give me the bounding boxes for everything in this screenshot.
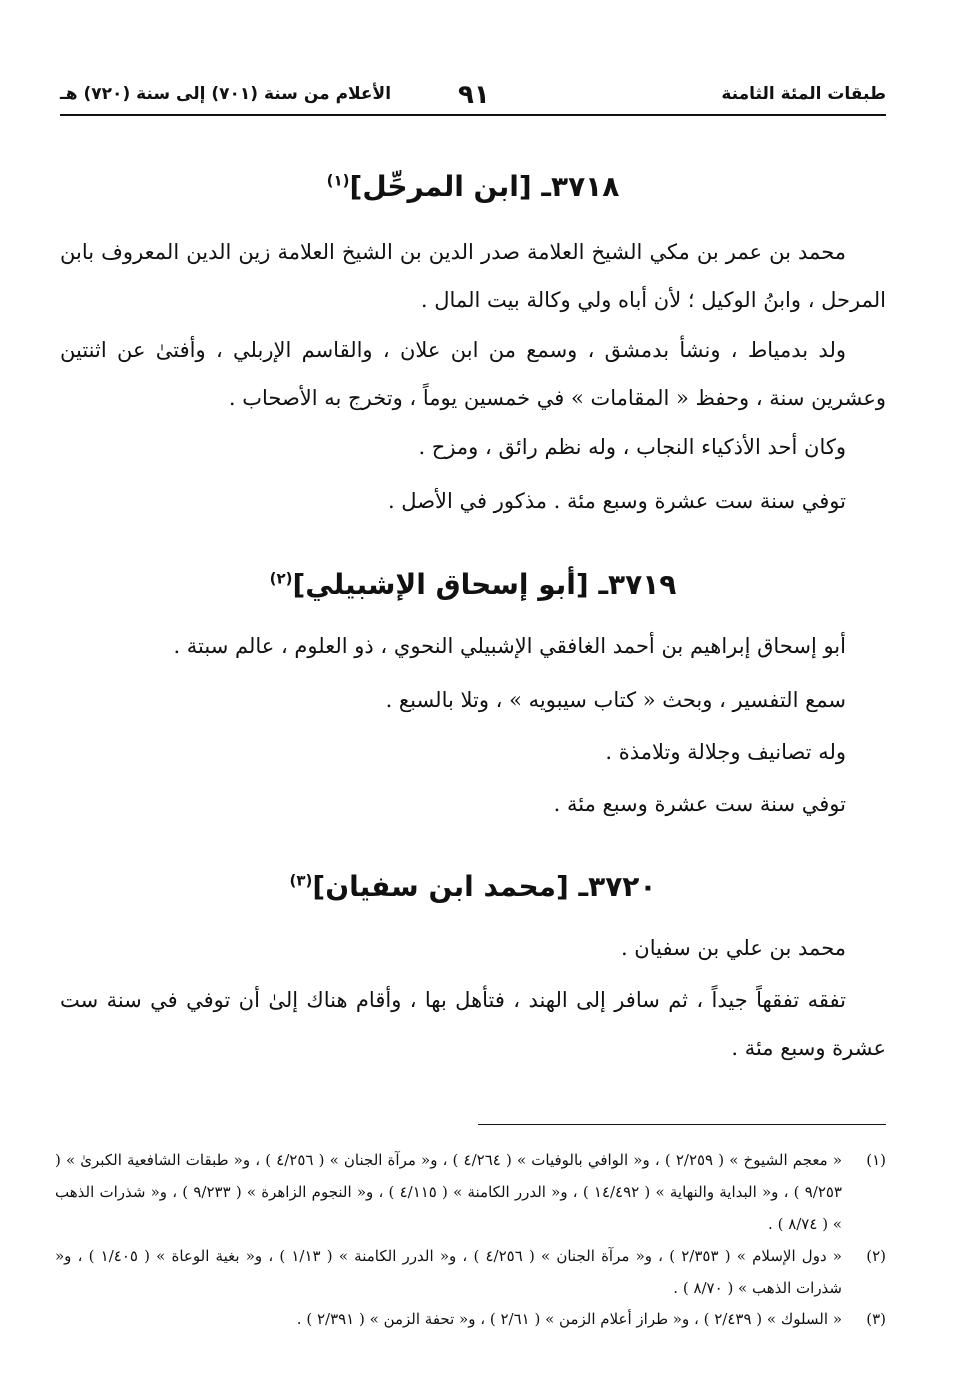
entry-title-text: ٣٧٢٠ـ [محمد ابن سفيان] bbox=[312, 870, 657, 903]
running-header-book-title: طبقات المئة الثامنة bbox=[721, 84, 886, 104]
entry-3718-paragraph-3: وكان أحد الأذكياء النجاب ، وله نظم رائق ، ومزح . bbox=[418, 435, 846, 459]
entry-3719-paragraph-2: سمع التفسير ، وبحث « كتاب سيبويه » ، وتلا بالسبع . bbox=[385, 688, 846, 712]
entry-3719-paragraph-3: وله تصانيف وجلالة وتلامذة . bbox=[605, 740, 846, 764]
running-header-section-range: الأعلام من سنة (٧٠١) إلى سنة (٧٢٠) هـ bbox=[60, 84, 392, 104]
entry-3719-paragraph-4: توفي سنة ست عشرة وسبع مئة . bbox=[553, 792, 846, 816]
footnote-text: « دول الإسلام » ( ٢/٣٥٣ ) ، و« مرآة الجنان » ( ٤/٢٥٦ ) ، و« الدرر الكامنة » ( ١/١٣ ) ، و« بغية الوعاة » ( ١/٤٠٥ ) ، و« شذرات الذهب » ( ٨/٧٠ ) . bbox=[55, 1247, 842, 1297]
header-rule bbox=[60, 114, 886, 116]
entry-3718-paragraph-1: محمد بن عمر بن مكي الشيخ العلامة صدر الدين بن الشيخ العلامة زين الدين المعروف بابن المرحل ، وابنُ الوكيل ؛ لأن أباه ولي وكالة بيت المال . bbox=[60, 240, 886, 312]
footnote-ref-2: (٢) bbox=[269, 569, 293, 588]
footnote-ref-3: (٣) bbox=[289, 871, 313, 890]
entry-title-3719 bbox=[60, 568, 886, 601]
entry-3720-paragraph-1: محمد بن علي بن سفيان . bbox=[620, 936, 846, 960]
footnote-2 bbox=[55, 1240, 886, 1304]
footnote-number: (١) bbox=[866, 1151, 886, 1169]
footnote-text: « السلوك » ( ٢/٤٣٩ ) ، و« طراز أعلام الزمن » ( ٢/٦١ ) ، و« تحفة الزمن » ( ٢/٣٩١ ) . bbox=[296, 1310, 842, 1328]
entry-3718-paragraph-2: ولد بدمياط ، ونشأ بدمشق ، وسمع من ابن علان ، والقاسم الإربلي ، وأفتىٰ عن اثنتين وعشرين سنة ، وحفظ « المقامات » في خمسين يوماً ، وتخرج به الأصحاب . bbox=[60, 338, 886, 410]
footnote-text: « معجم الشيوخ » ( ٢/٢٥٩ ) ، و« الوافي بالوفيات » ( ٤/٢٦٤ ) ، و« مرآة الجنان » ( ٤/٢٥٦ ) ، و« طبقات الشافعية الكبرىٰ » ( ٩/٢٥٣ ) ، و« البداية والنهاية » ( ١٤/٤٩٢ ) ، و« الدرر الكامنة » ( ٤/١١٥ ) ، و« النجوم الزاهرة » ( ٩/٢٣٣ ) ، و« شذرات الذهب » ( ٨/٧٤ ) . bbox=[55, 1151, 842, 1233]
footnote-1 bbox=[55, 1144, 886, 1240]
entry-3720-paragraph-2: تفقه تفقهاً جيداً ، ثم سافر إلى الهند ، فتأهل بها ، وأقام هناك إلىٰ أن توفي في سنة ست عشرة وسبع مئة . bbox=[60, 988, 886, 1060]
footnote-number: (٣) bbox=[866, 1310, 886, 1328]
footnote-separator bbox=[478, 1124, 886, 1125]
entry-title-text: ٣٧١٨ـ [ابن المرحِّل] bbox=[349, 170, 620, 203]
page-number: ٩١ bbox=[458, 80, 490, 110]
entry-title-3718 bbox=[60, 170, 886, 203]
entry-title-3720 bbox=[60, 870, 886, 903]
footnote-number: (٢) bbox=[866, 1247, 886, 1265]
entry-3719-paragraph-1: أبو إسحاق إبراهيم بن أحمد الغافقي الإشبيلي النحوي ، ذو العلوم ، عالم سبتة . bbox=[173, 634, 846, 658]
footnote-3 bbox=[55, 1303, 886, 1335]
footnote-ref-1: (١) bbox=[326, 171, 350, 190]
entry-3718-paragraph-4: توفي سنة ست عشرة وسبع مئة . مذكور في الأصل . bbox=[387, 489, 846, 513]
entry-title-text: ٣٧١٩ـ [أبو إسحاق الإشبيلي] bbox=[292, 568, 677, 601]
